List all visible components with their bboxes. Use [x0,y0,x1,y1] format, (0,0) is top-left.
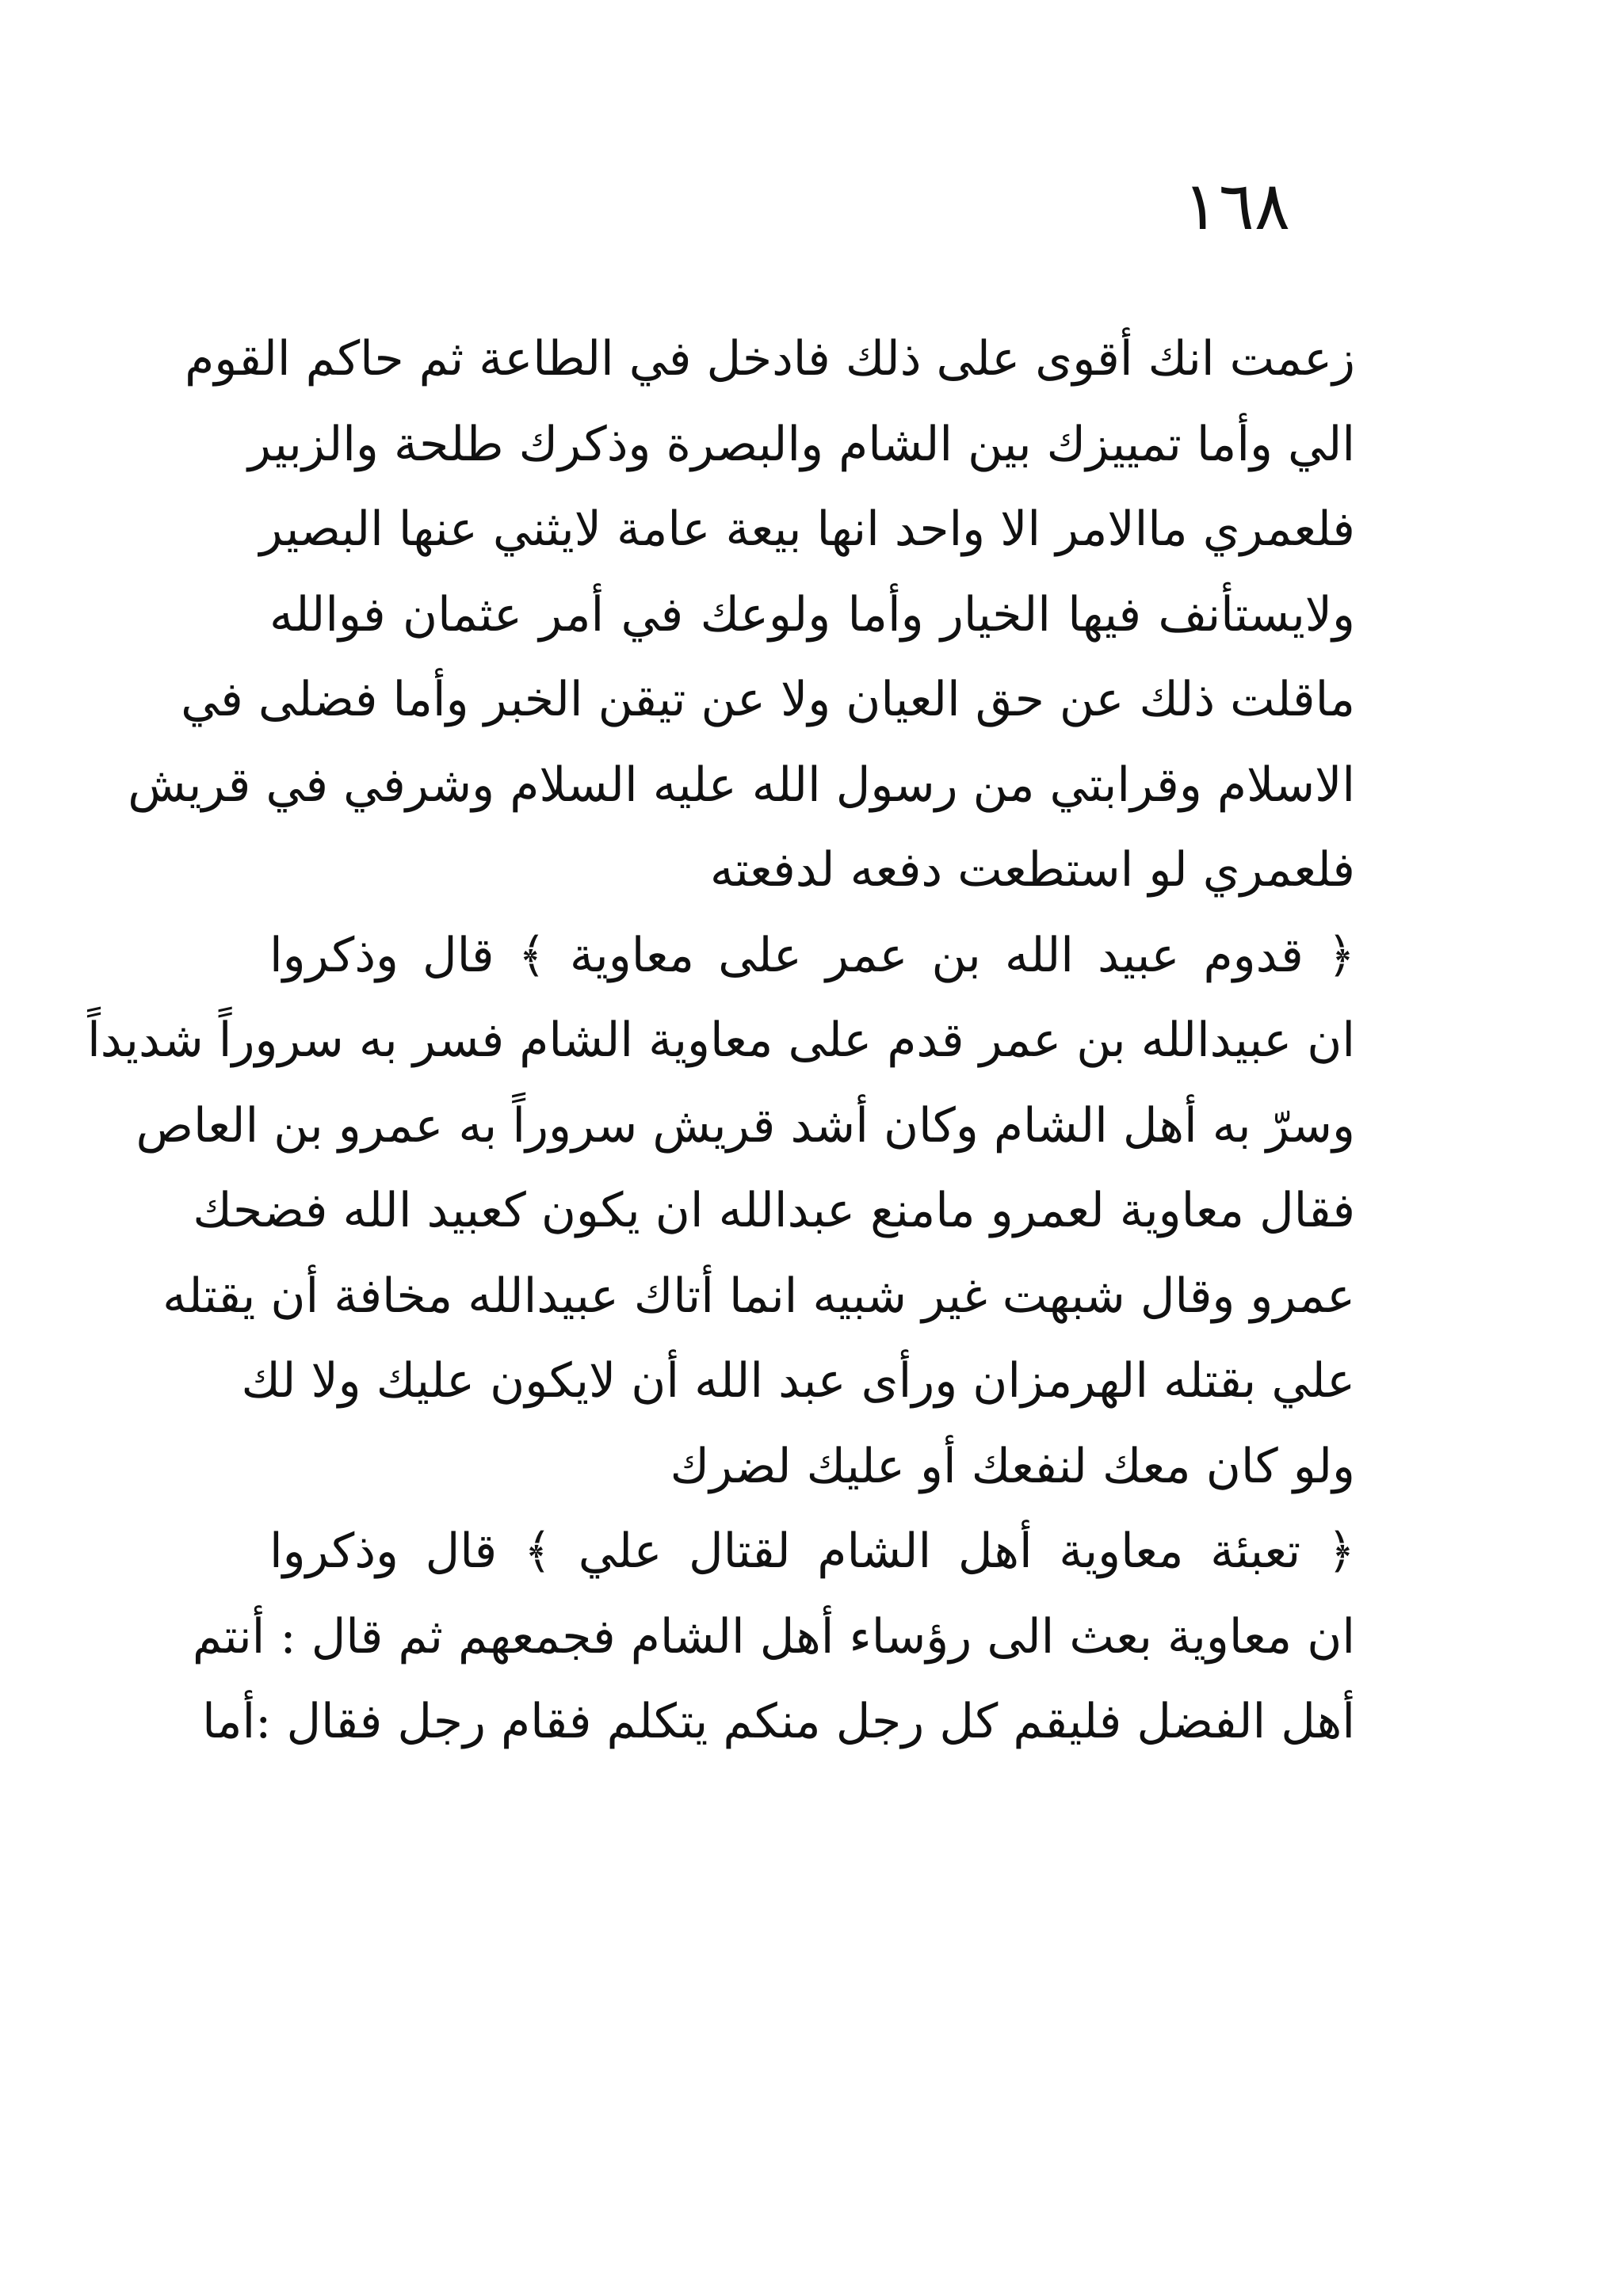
body-text [87,317,1355,1765]
text-line: فلعمري لو استطعت دفعه لدفعته [709,842,1355,898]
text-line: زعمت انك أقوى على ذلك فادخل في الطاعة ثم حاكم القوم [185,331,1355,387]
text-line: ولايستأنف فيها الخيار وأما ولوعك في أمر عثمان فوالله [269,586,1355,643]
section-heading-line: ﴿ قدوم عبيد الله بن عمر على معاوية ﴾ قال وذكروا [269,927,1355,983]
text-line: ماقلت ذلك عن حق العيان ولا عن تيقن الخبر وأما فضلى في [181,672,1355,727]
text-line: الي وأما تمييزك بين الشام والبصرة وذكرك طلحة والزبير [247,416,1355,472]
text-line: عمرو وقال شبهت غير شبيه انما أتاك عبيدالله مخافة أن يقتله [162,1268,1355,1324]
text-line: ولو كان معك لنفعك أو عليك لضرك [670,1438,1355,1494]
text-line: وسرّ به أهل الشام وكان أشد قريش سروراً به عمرو بن العاص [136,1097,1355,1154]
text-line: ان معاوية بعث الى رؤساء أهل الشام فجمعهم ثم قال : أنتم [192,1608,1355,1665]
text-line: فقال معاوية لعمرو مامنع عبدالله ان يكون كعبيد الله فضحك [193,1183,1355,1238]
text-line: فلعمري ماالامر الا واحد انها بيعة عامة لايثني عنها البصير [259,502,1355,557]
text-line: أهل الفضل فليقم كل رجل منكم يتكلم فقام رجل فقال :أما [202,1694,1355,1749]
text-line: علي بقتله الهرمزان ورأى عبد الله أن لايكون عليك ولا لك [241,1353,1355,1409]
section-heading-line: ﴿ تعبئة معاوية أهل الشام لقتال علي ﴾ قال وذكروا [269,1524,1355,1579]
text-line: الاسلام وقرابتي من رسول الله عليه السلام وشرفي في قريش [128,757,1355,813]
page-number: ١٦٨ [1182,167,1290,245]
text-line: ان عبيدالله بن عمر قدم على معاوية الشام فسر به سروراً شديداً [87,1013,1355,1068]
